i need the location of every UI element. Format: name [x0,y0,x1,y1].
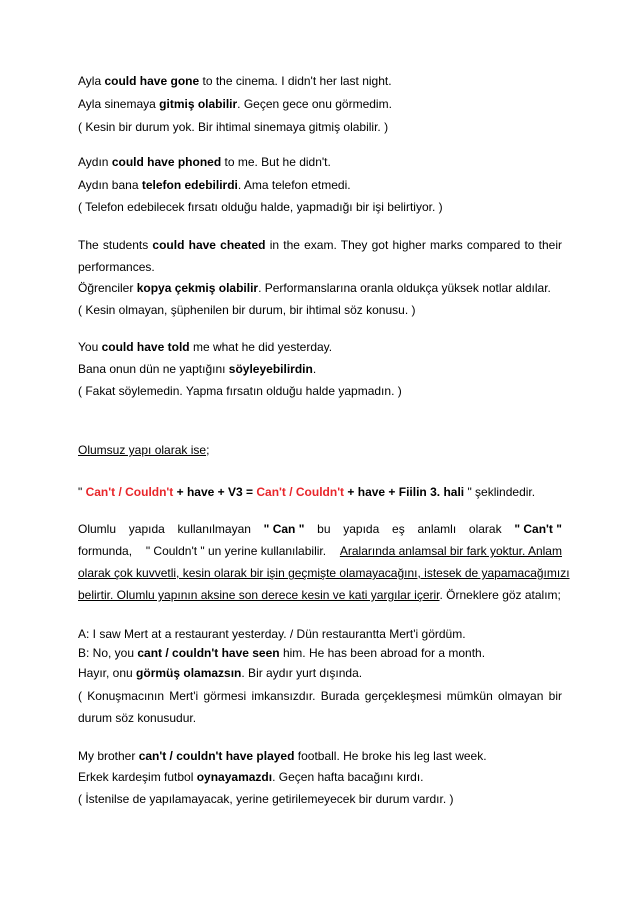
negative-heading: Olumsuz yapı olarak ise; [78,443,210,457]
explanation-line-2: formunda, " Couldn't " un yerine kullanılabilir. Aralarında anlamsal bir fark yoktur. Anlam [78,544,562,558]
explanation-line-3: olarak çok kuvvetli, kesin olarak bir işin geçmişte olamayacağını, istesek de yapamacağımızı [78,566,570,580]
example-5-line-3: Hayır, onu görmüş olamazsın. Bir aydır yurt dışında. [78,666,363,680]
example-6-line-3: ( İstenilse de yapılamayacak, yerine getirilemeyecek bir durum vardır. ) [78,792,454,806]
example-3-line-4: ( Kesin olmayan, şüphenilen bir durum, bir ihtimal söz konusu. ) [78,303,416,317]
example-2-line-3: ( Telefon edebilecek fırsatı olduğu halde, yapmadığı bir işi belirtiyor. ) [78,200,443,214]
example-4-line-1: You could have told me what he did yesterday. [78,340,333,354]
formula-line: " Can't / Couldn't + have + V3 = Can't / Couldn't + have + Fiilin 3. hali " şeklindedir. [78,485,536,499]
example-1-line-1: Ayla could have gone to the cinema. I didn't her last night. [78,74,392,88]
explanation-line-4: belirtir. Olumlu yapının aksine son derece kesin ve kati yargılar içerir. Örneklere göz atalım; [78,588,561,602]
example-5-line-2: B: No, you cant / couldn't have seen him. He has been abroad for a month. [78,646,486,660]
example-3-line-2: performances. [78,260,155,274]
example-5-line-1: A: I saw Mert at a restaurant yesterday. / Dün restaurantta Mert'i gördüm. [78,627,466,641]
example-3-line-3: Öğrenciler kopya çekmiş olabilir. Performanslarına oranla oldukça yüksek notlar aldılar. [78,281,551,295]
example-5-line-5: durum söz konusudur. [78,711,197,725]
example-1-line-2: Ayla sinemaya gitmiş olabilir. Geçen gece onu görmedim. [78,97,392,111]
example-3-line-1: The students could have cheated in the exam. They got higher marks compared to their [78,238,562,252]
example-2-line-2: Aydın bana telefon edebilirdi. Ama telefon etmedi. [78,178,351,192]
example-1-line-3: ( Kesin bir durum yok. Bir ihtimal sinemaya gitmiş olabilir. ) [78,120,389,134]
example-5-line-4: ( Konuşmacının Mert'i görmesi imkansızdır. Burada gerçekleşmesi mümkün olmayan bir [78,689,562,703]
explanation-line-1: Olumlu yapıda kullanılmayan " Can " bu yapıda eş anlamlı olarak " Can't " [78,522,562,536]
example-6-line-1: My brother can't / couldn't have played football. He broke his leg last week. [78,749,487,763]
example-4-line-2: Bana onun dün ne yaptığını söyleyebilirdin. [78,362,317,376]
example-2-line-1: Aydın could have phoned to me. But he didn't. [78,155,331,169]
example-4-line-3: ( Fakat söylemedin. Yapma fırsatın olduğu halde yapmadın. ) [78,384,402,398]
example-6-line-2: Erkek kardeşim futbol oynayamazdı. Geçen hafta bacağını kırdı. [78,770,424,784]
